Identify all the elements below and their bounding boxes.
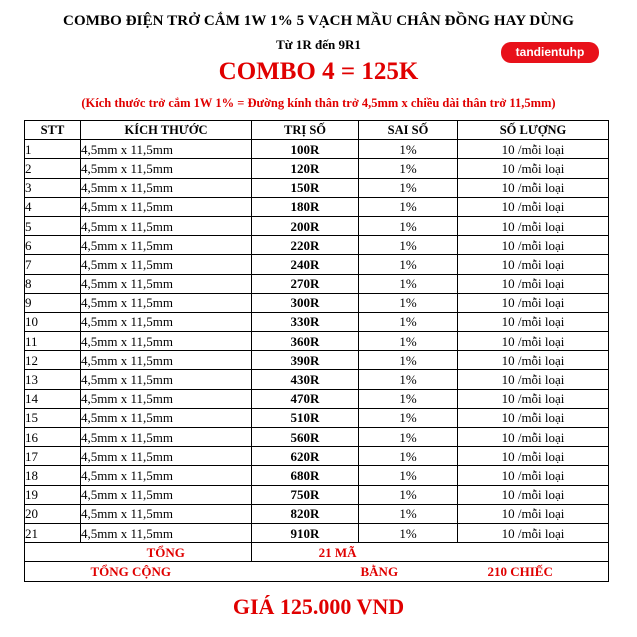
row-value: 330R — [252, 312, 359, 331]
row-quantity: 10 /mỗi loại — [458, 485, 609, 504]
row-value: 300R — [252, 293, 359, 312]
row-stt: 7 — [25, 255, 81, 274]
row-tolerance: 1% — [359, 447, 458, 466]
table-row — [25, 236, 609, 255]
row-quantity: 10 /mỗi loại — [458, 447, 609, 466]
table-row — [25, 332, 609, 351]
row-quantity: 10 /mỗi loại — [458, 504, 609, 523]
row-stt: 21 — [25, 523, 81, 542]
row-tolerance: 1% — [359, 159, 458, 178]
row-value: 240R — [252, 255, 359, 274]
row-stt: 11 — [25, 332, 81, 351]
row-tolerance: 1% — [359, 466, 458, 485]
row-tolerance: 1% — [359, 140, 458, 159]
row-quantity: 10 /mỗi loại — [458, 408, 609, 427]
row-stt: 18 — [25, 466, 81, 485]
row-size: 4,5mm x 11,5mm — [81, 159, 252, 178]
row-quantity: 10 /mỗi loại — [458, 351, 609, 370]
row-quantity: 10 /mỗi loại — [458, 197, 609, 216]
combo-heading: COMBO 4 = 125K — [218, 58, 419, 85]
row-tolerance: 1% — [359, 408, 458, 427]
row-stt: 1 — [25, 140, 81, 159]
row-stt: 19 — [25, 485, 81, 504]
row-stt: 12 — [25, 351, 81, 370]
size-note: (Kích thước trở cắm 1W 1% = Đường kính thân trở 4,5mm x chiều dài thân trở 11,5mm) — [81, 96, 556, 110]
row-value: 680R — [252, 466, 359, 485]
table-row — [25, 293, 609, 312]
row-value: 390R — [252, 351, 359, 370]
resistor-table — [24, 120, 609, 582]
row-value: 200R — [252, 216, 359, 235]
row-stt: 9 — [25, 293, 81, 312]
row-size: 4,5mm x 11,5mm — [81, 255, 252, 274]
row-stt: 2 — [25, 159, 81, 178]
table-row — [25, 408, 609, 427]
row-value: 620R — [252, 447, 359, 466]
row-quantity: 10 /mỗi loại — [458, 159, 609, 178]
row-quantity: 10 /mỗi loại — [458, 332, 609, 351]
row-tolerance: 1% — [359, 504, 458, 523]
row-size: 4,5mm x 11,5mm — [81, 236, 252, 255]
row-size: 4,5mm x 11,5mm — [81, 485, 252, 504]
row-stt: 5 — [25, 216, 81, 235]
row-stt: 20 — [25, 504, 81, 523]
row-size: 4,5mm x 11,5mm — [81, 274, 252, 293]
row-tolerance: 1% — [359, 255, 458, 274]
row-value: 820R — [252, 504, 359, 523]
row-tolerance: 1% — [359, 523, 458, 542]
table-row — [25, 255, 609, 274]
column-header-size: KÍCH THƯỚC — [81, 121, 252, 140]
row-quantity: 10 /mỗi loại — [458, 274, 609, 293]
column-header-value: TRỊ SỐ — [252, 121, 359, 140]
row-stt: 8 — [25, 274, 81, 293]
row-value: 180R — [252, 197, 359, 216]
grand-total-row — [25, 562, 609, 581]
grand-total-equals: BẰNG — [359, 562, 458, 581]
row-size: 4,5mm x 11,5mm — [81, 332, 252, 351]
row-value: 510R — [252, 408, 359, 427]
table-row — [25, 389, 609, 408]
total-row — [25, 543, 609, 562]
table-row — [25, 466, 609, 485]
table-header-row — [25, 121, 609, 140]
row-quantity: 10 /mỗi loại — [458, 466, 609, 485]
row-value: 470R — [252, 389, 359, 408]
row-tolerance: 1% — [359, 274, 458, 293]
row-quantity: 10 /mỗi loại — [458, 428, 609, 447]
row-size: 4,5mm x 11,5mm — [81, 312, 252, 331]
row-size: 4,5mm x 11,5mm — [81, 178, 252, 197]
row-value: 120R — [252, 159, 359, 178]
row-tolerance: 1% — [359, 370, 458, 389]
table-row — [25, 351, 609, 370]
brand-badge: tandientuhp — [501, 42, 599, 63]
row-value: 150R — [252, 178, 359, 197]
row-quantity: 10 /mỗi loại — [458, 523, 609, 542]
row-stt: 10 — [25, 312, 81, 331]
row-stt: 16 — [25, 428, 81, 447]
row-size: 4,5mm x 11,5mm — [81, 504, 252, 523]
row-size: 4,5mm x 11,5mm — [81, 293, 252, 312]
row-size: 4,5mm x 11,5mm — [81, 466, 252, 485]
table-row — [25, 312, 609, 331]
table-row — [25, 140, 609, 159]
row-size: 4,5mm x 11,5mm — [81, 389, 252, 408]
row-value: 910R — [252, 523, 359, 542]
row-value: 220R — [252, 236, 359, 255]
row-value: 750R — [252, 485, 359, 504]
row-value: 560R — [252, 428, 359, 447]
row-quantity: 10 /mỗi loại — [458, 255, 609, 274]
row-quantity: 10 /mỗi loại — [458, 312, 609, 331]
row-quantity: 10 /mỗi loại — [458, 370, 609, 389]
row-quantity: 10 /mỗi loại — [458, 236, 609, 255]
row-tolerance: 1% — [359, 178, 458, 197]
table-row — [25, 274, 609, 293]
row-stt: 3 — [25, 178, 81, 197]
table-row — [25, 504, 609, 523]
row-size: 4,5mm x 11,5mm — [81, 447, 252, 466]
row-stt: 15 — [25, 408, 81, 427]
table-row — [25, 485, 609, 504]
price-label: GIÁ 125.000 VND — [232, 594, 405, 619]
row-stt: 13 — [25, 370, 81, 389]
row-tolerance: 1% — [359, 312, 458, 331]
row-size: 4,5mm x 11,5mm — [81, 523, 252, 542]
column-header-tolerance: SAI SỐ — [359, 121, 458, 140]
row-tolerance: 1% — [359, 351, 458, 370]
table-row — [25, 523, 609, 542]
table-row — [25, 178, 609, 197]
grand-total-label: TỔNG CỘNG — [81, 562, 252, 581]
table-row — [25, 428, 609, 447]
row-stt: 14 — [25, 389, 81, 408]
row-size: 4,5mm x 11,5mm — [81, 408, 252, 427]
row-value: 270R — [252, 274, 359, 293]
row-value: 430R — [252, 370, 359, 389]
row-quantity: 10 /mỗi loại — [458, 178, 609, 197]
row-quantity: 10 /mỗi loại — [458, 389, 609, 408]
total-label: TỔNG — [81, 543, 252, 562]
page-subtitle: Từ 1R đến 9R1 — [276, 37, 361, 52]
table-row — [25, 197, 609, 216]
row-stt: 17 — [25, 447, 81, 466]
row-quantity: 10 /mỗi loại — [458, 293, 609, 312]
row-size: 4,5mm x 11,5mm — [81, 428, 252, 447]
row-tolerance: 1% — [359, 332, 458, 351]
table-row — [25, 447, 609, 466]
column-header-stt: STT — [25, 121, 81, 140]
row-quantity: 10 /mỗi loại — [458, 140, 609, 159]
row-size: 4,5mm x 11,5mm — [81, 370, 252, 389]
row-size: 4,5mm x 11,5mm — [81, 197, 252, 216]
row-tolerance: 1% — [359, 485, 458, 504]
column-header-quantity: SỐ LƯỢNG — [458, 121, 609, 140]
table-row — [25, 159, 609, 178]
row-tolerance: 1% — [359, 389, 458, 408]
row-stt: 4 — [25, 197, 81, 216]
row-stt: 6 — [25, 236, 81, 255]
row-size: 4,5mm x 11,5mm — [81, 140, 252, 159]
table-row — [25, 216, 609, 235]
page-title: COMBO ĐIỆN TRỞ CẮM 1W 1% 5 VẠCH MẦU CHÂN ĐỒNG HAY DÙNG — [63, 13, 574, 29]
table-row — [25, 370, 609, 389]
row-quantity: 10 /mỗi loại — [458, 216, 609, 235]
row-value: 360R — [252, 332, 359, 351]
row-value: 100R — [252, 140, 359, 159]
row-tolerance: 1% — [359, 216, 458, 235]
grand-total-value: 210 CHIẾC — [458, 562, 609, 581]
row-tolerance: 1% — [359, 428, 458, 447]
row-size: 4,5mm x 11,5mm — [81, 216, 252, 235]
total-value: 21 MÃ — [252, 543, 359, 562]
row-tolerance: 1% — [359, 293, 458, 312]
row-tolerance: 1% — [359, 197, 458, 216]
row-tolerance: 1% — [359, 236, 458, 255]
row-size: 4,5mm x 11,5mm — [81, 351, 252, 370]
